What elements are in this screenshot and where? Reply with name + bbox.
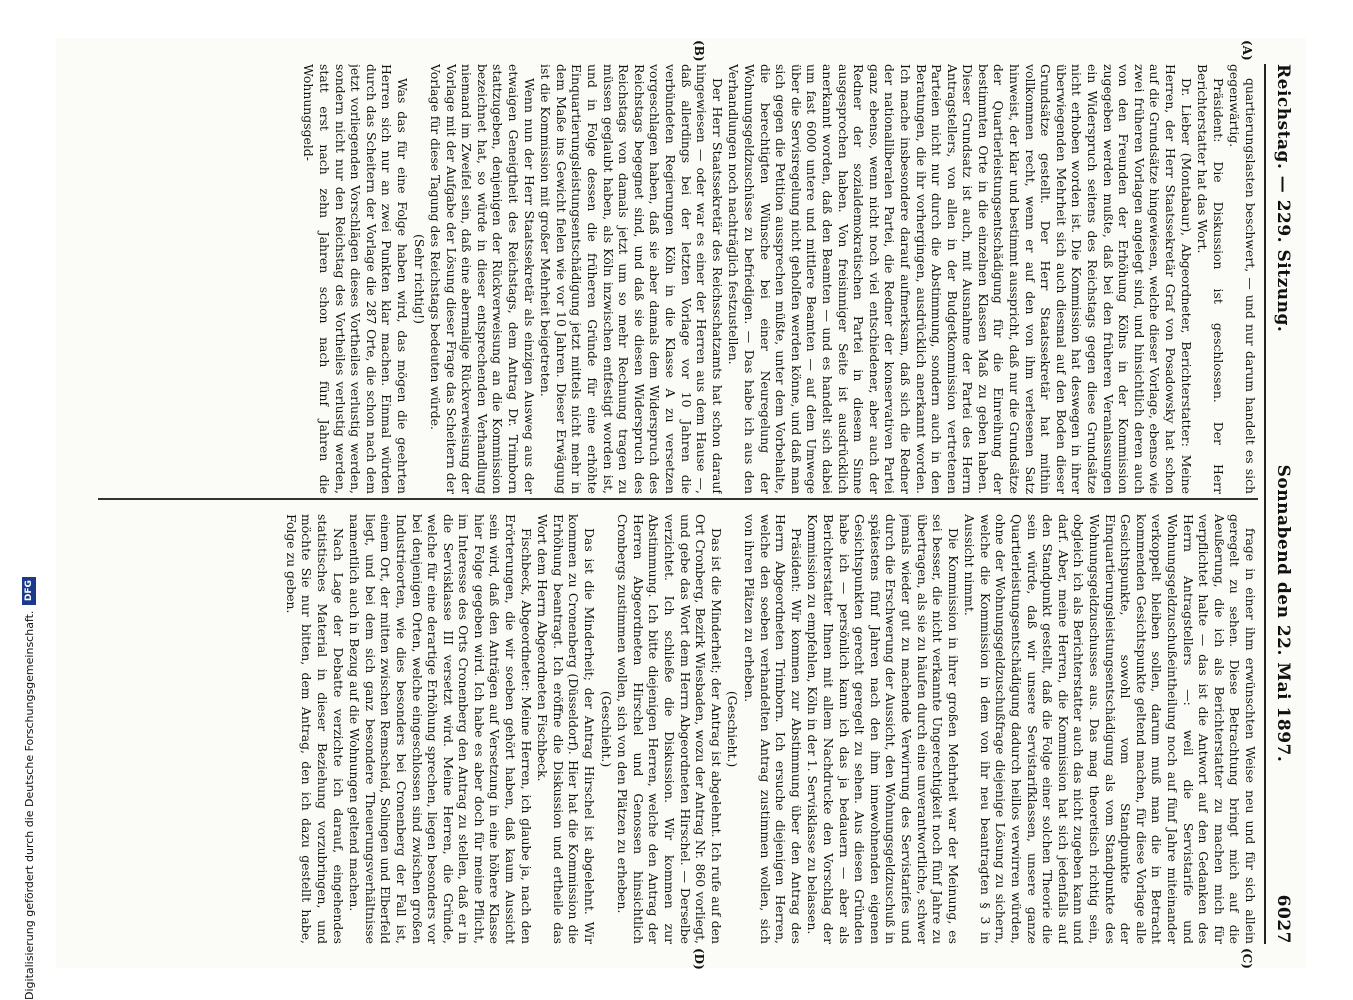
page-number: 6027 <box>1273 894 1293 944</box>
interjection: (Geschieht.) <box>725 690 741 768</box>
paragraph: Der Herr Staatssekretär des Reichsschatzamts hat schon darauf hingewiesen — oder war es einer der Herren aus dem Hause —, daß allerdings bei der letzten Vorlage vor 10 Jahren die verbündeten Regierungen Köln in die Klasse A zu versetzen vorgeschlagen haben, daß sie aber damals dem Widerspruch des Reichstags begegnet sind, und daß sie diesen Widerspruch des Reichstags von damals jetzt um so mehr Rechnung tragen zu müssen geglaubt haben, als Köln inzwischen entfestigt worden ist, und in Folge dessen die früheren Gründe für eine erhöhte Einquartierungsleistungsentschädigung jetzt mittels nicht mehr in dem Maße ins Gewicht fielen wie vor 10 Jahren. Dieser Erwägung ist die Kommission mit großer Mehrheit beigetreten. <box>538 64 725 494</box>
digitization-footer <box>22 0 36 1000</box>
header-rule <box>1264 64 1266 944</box>
paragraph: Präsident: Die Diskussion ist geschlossen. Der Herr Berichterstatter hat das Wort. <box>1195 64 1226 494</box>
paragraph: Präsident: Wir kommen zur Abstimmung über den Antrag des Herrn Abgeordneten Trimborn. Ich ersuche diejenigen Herren, welche den soeben verhandelten Antrag zustimmen wollen, sich von ihren Plätzen zu erheben. <box>742 514 804 944</box>
scanned-page <box>56 38 1306 968</box>
header-left: Reichstag. — 229. Sitzung. <box>1273 64 1293 333</box>
margin-marker-b: (B) <box>692 40 706 62</box>
right-column <box>98 514 1258 944</box>
paragraph: Das ist die Minderheit; der Antrag ist abgelehnt. Ich rufe auf den Ort Cronberg, Bezirk Wiesbaden, wozu der Antrag Nr. 860 vorliegt, und gebe das Wort dem Herrn Abgeordneten Hirschel. — Derselbe verzichtet. Ich schließe die Diskussion. Wir kommen zur Abstimmung. Ich bitte diejenigen Herren, welche den Antrag der Herren Abgeordneten Hirschel und Genossen hinsichtlich Cronbergs zustimmen wollen, sich von den Plätzen zu erheben. <box>615 514 724 944</box>
paragraph: frage in einer ihm erwünschten Weise neu und für sich allein geregelt zu sehen. Diese Betrachtung bringt mich auf die Aeußerung, die ich als Berichterstatter zu machen mich für verpflichtet halte — das ist die Antwort auf den Gedanken des Herrn Antragstellers —: weil die Servistarife und Wohnungsgeldzuschußeintheilung noch auf fünf Jahre miteinander verkoppelt bleiben sollen, darum muß man die in Betracht kommenden Gesichtspunkte geltend machen, für diese Vorlage alle Gesichtspunkte, sowohl vom Standpunkte der Einquartierungsleistungsentschädigung als vom Standpunkte des Wohnungsgeldzuschusses aus. Das mag theoretisch richtig sein, obgleich ich als Berichterstatter auch das nicht zugeben kann und darf. Aber, meine Herren, die Kommission hat sich jedenfalls auf den Standpunkt gestellt, daß die Folge einer solchen Theorie die sein würde, daß wir unsere Servistarifklassen, unsere ganze Quartierleistungsentschädigung dadurch heillos verwirren würden, ohne der Wohnungsgeldzuschußfrage diejenige Lösung zu sichern, welche die Kommission in dem von ihr neu beantragten § 3 in Aussicht nimmt. <box>962 514 1258 944</box>
dfg-logo: DFG <box>22 577 36 605</box>
paragraph: quartierungslasten beschwert, — und nur darum handelt es sich gegenwärtig. <box>1227 64 1258 494</box>
left-column <box>98 64 1258 494</box>
margin-marker-a: (A) <box>1240 40 1254 61</box>
header-center: Sonnabend den 22. Mai 1897. <box>1273 464 1293 763</box>
interjection: (Geschieht.) <box>598 690 614 768</box>
interjection: (Sehr richtig!) <box>411 234 427 324</box>
footer-text: Digitalisierung gefördert durch die Deutsche Forschungsgemeinschaft. <box>22 610 36 1000</box>
column-divider <box>98 498 1258 500</box>
margin-marker-c: (C) <box>1240 948 1254 969</box>
margin-marker-d: (D) <box>692 948 706 970</box>
paragraph: Die Kommission in ihrer großen Mehrheit war der Meinung, es sei besser, die nicht verkannte Ungerechtigkeit noch fünf Jahre zu übertragen, als sie zu häufen durch eine unverantwortliche, schwer jemals wieder gut zu machende Verwirrung des Servistarifes und durch die Erschwerung der Aussicht, den Wohnungsgeldzuschuß in spätestens fünf Jahren nach den ihm innewohnenden eigenen Gesichtspunkten gerecht geregelt zu sehen. Aus diesen Gründen habe ich — persönlich kann ich das ja bedauern — aber als Berichterstatter Ihnen mit allem Nachdrucke den Vorschlag der Kommission zu empfehlen, Köln in der 1. Servisklasse zu belassen. <box>805 514 961 944</box>
paragraph: Wenn nun der Herr Staatssekretär als einzigen Ausweg aus der etwaigen Geneigtheit des Reichstags, dem Antrag Dr. Trimborn stattzugeben, denjenigen der Rückverweisung an die Kommission bezeichnet hat, so würde in dieser entsprechenden Verhandlung niemand im Zweifel sein, daß eine abermalige Rückverweisung der Vorlage mit der Aufgabe der Lösung dieser Frage das Scheitern der Vorlage für diese Tagung des Reichstags bedeuten würde. <box>428 64 537 494</box>
paragraph: Das ist die Minderheit; der Antrag Hirschel ist abgelehnt. Wir kommen zu Cronenberg (Düsseldorf). Hier hat die Kommission die Erhöhung beantragt. Ich eröffne die Diskussion und ertheile das Wort dem Herrn Abgeordneten Fischbeck. <box>535 514 598 944</box>
paragraph: Fischbeck, Abgeordneter: Meine Herren, ich glaube ja, nach den Erörterungen, die wir soeben gehört haben, daß kaum Aussicht sein wird, daß den Anträgen auf Versetzung in eine höhere Klasse hier Folge gegeben wird. Ich habe es aber doch für meine Pflicht, im Interesse des Orts Cronenberg den Antrag zu stellen, daß er in die Servisklasse III versetzt wird. Meine Herren, die Gründe, welche für eine derartige Erhöhung sprechen, liegen besonders vor bei denjenigen Orten, welche eingeschlossen sind zwischen großen Industrieorten, wie dies besonders bei Cronenberg der Fall ist, einem Ort, der mitten zwischen Remscheid, Solingen und Elberfeld liegt, und bei dem sich ganz besondere Theuerungsverhältnisse namentlich auch in Bezug auf die Wohnungen geltend machen. <box>347 514 534 944</box>
page-header <box>1270 64 1296 944</box>
paragraph: Was das für eine Folge haben wird, das mögen die geehrten Herren sich nur an zwei Punkten klar machen. Einmal würden durch das Scheitern der Vorlage die 287 Orte, die schon nach dem jetzt vorliegenden Vorschlägen dieses Vortheiles verlustig werden, sondern nicht nur den Reichstag des Vortheiles verlustig werden, statt erst nach zehn Jahren schon nach fünf Jahren die Wohnungsgeld- <box>301 64 410 494</box>
paragraph: Dr. Lieber (Montabaur), Abgeordneter, Berichterstatter: Meine Herren, der Herr Staatssekretär Graf von Posadowsky hat schon auf die Grundsätze hingewiesen, welche dieser Vorlage, ebenso wie zwei früheren Vorlagen angelegt sind, und hinsichtlich deren auch von den Freunden der Erhöhung Kölns in der Kommission zugegeben werden mußte, daß bei den früheren Veranlassungen ein Widerspruch seitens des Reichstags gegen diese Grundsätze nicht erhoben worden ist. Die Kommission hat deswegen in ihrer überwiegenden Mehrheit sich auch diesmal auf den Boden dieser Grundsätze gestellt. Der Herr Staatssekretär hat mithin vollkommen recht, wenn er auf den von ihm verlesenen Satz hinweist, der klar und bestimmt ausspricht, daß nur die Grundsätze der Quartierleistungsentschädigung für die Einreihung der bestimmten Orte in die einzelnen Klassen Maß zu geben haben. Dieser Grundsatz ist auch, mit Ausnahme der Partei des Herrn Antragstellers, von allen in der Budgetkommission vertretenen Parteien nicht nur durch die Abstimmung, sondern auch in den Beratungen, die ihr vorhergingen, ausdrücklich anerkannt worden. Ich mache insbesondere darauf aufmerksam, daß sich die Redner der nationalliberalen Partei, die Redner der konservativen Partei ganz ebenso, wenn nicht noch viel entschiedener, aber auch der Redner der sozialdemokratischen Partei in diesem Sinne ausgesprochen haben. Von freisinniger Seite ist ausdrücklich anerkannt worden, daß den Beamten — und es handelt sich dabei um fast 6000 untere und mittlere Beamten — auf dem Umwege über die Servisregelung nicht geholfen werden könne, und daß man sich gegen die Petition aussprechen müßte, unter dem Vorbehalte, die berechtigten Wünsche bei einer Neuregelung der Wohnungsgeldzuschüsse zu befriedigen. — Das habe ich aus den Verhandlungen noch nachträglich festzustellen. <box>726 64 1194 494</box>
paragraph: Nach Lage der Debatte verzichte ich darauf, eingehendes statistisches Material in dieser Beziehung vorzubringen, und möchte Sie nur bitten, dem Antrag, den ich dazu gestellt habe, Folge zu geben. <box>283 514 346 944</box>
